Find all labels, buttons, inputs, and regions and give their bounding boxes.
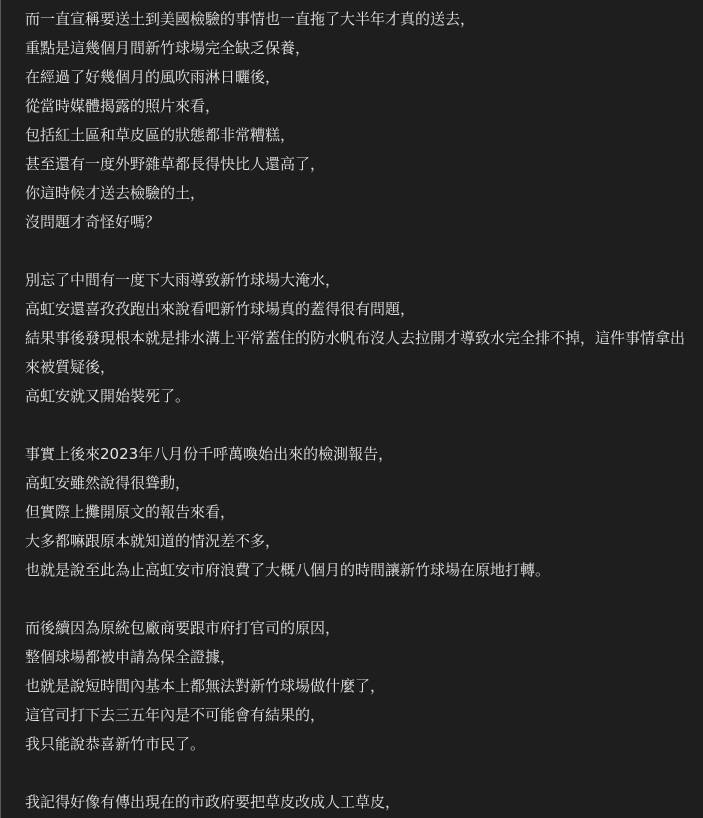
text-line: 你這時候才送去檢驗的土，: [25, 184, 206, 202]
text-line: 事實上後來2023年八月份千呼萬喚始出來的檢測報告，: [25, 445, 394, 463]
text-line: 但實際上攤開原文的報告來看，: [25, 503, 236, 521]
text-line: 我只能說恭喜新竹市民了。: [25, 735, 206, 753]
text-line: 高虹安就又開始裝死了。: [25, 387, 191, 405]
paragraph-4: [25, 614, 693, 759]
text-line: 也就是說至此為止高虹安市府浪費了大概八個月的時間讓新竹球場在原地打轉。: [25, 561, 551, 579]
text-line: 從當時媒體揭露的照片來看，: [25, 97, 221, 115]
text-line: 整個球場都被申請為保全證據，: [25, 648, 236, 666]
text-line: 這官司打下去三五年內是不可能會有結果的，: [25, 706, 326, 724]
text-line: 大多都嘛跟原本就知道的情況差不多，: [25, 532, 281, 550]
text-line: 也就是說短時間內基本上都無法對新竹球場做什麼了，: [25, 677, 386, 695]
article-body: [1, 0, 703, 817]
text-line: 而後續因為原統包廠商要跟市府打官司的原因，: [25, 619, 341, 637]
text-line: 甚至還有一度外野雜草都長得快比人還高了，: [25, 155, 326, 173]
text-line: 我記得好像有傳出現在的市政府要把草皮改成人工草皮，: [25, 793, 401, 811]
text-line: 別忘了中間有一度下大雨導致新竹球場大淹水，: [25, 271, 341, 289]
text-line: 包括紅土區和草皮區的狀態都非常糟糕，: [25, 126, 296, 144]
text-line: 而一直宣稱要送土到美國檢驗的事情也一直拖了大半年才真的送去，: [25, 10, 476, 28]
text-line: 高虹安還喜孜孜跑出來說看吧新竹球場真的蓋得很有問題，: [25, 300, 416, 318]
paragraph-2: [25, 266, 693, 411]
text-line: 高虹安雖然說得很聳動，: [25, 474, 191, 492]
text-line: 重點是這幾個月間新竹球場完全缺乏保養，: [25, 39, 311, 57]
paragraph-3: [25, 440, 693, 585]
paragraph-5: [25, 788, 693, 817]
paragraph-1: [25, 5, 693, 237]
text-line: 沒問題才奇怪好嗎？: [25, 213, 161, 231]
text-line: 結果事後發現根本就是排水溝上平常蓋住的防水帆布沒人去拉開才導致水完全排不掉，這件事情拿出來被質疑後，: [25, 329, 686, 376]
text-line: 在經過了好幾個月的風吹雨淋日曬後，: [25, 68, 281, 86]
